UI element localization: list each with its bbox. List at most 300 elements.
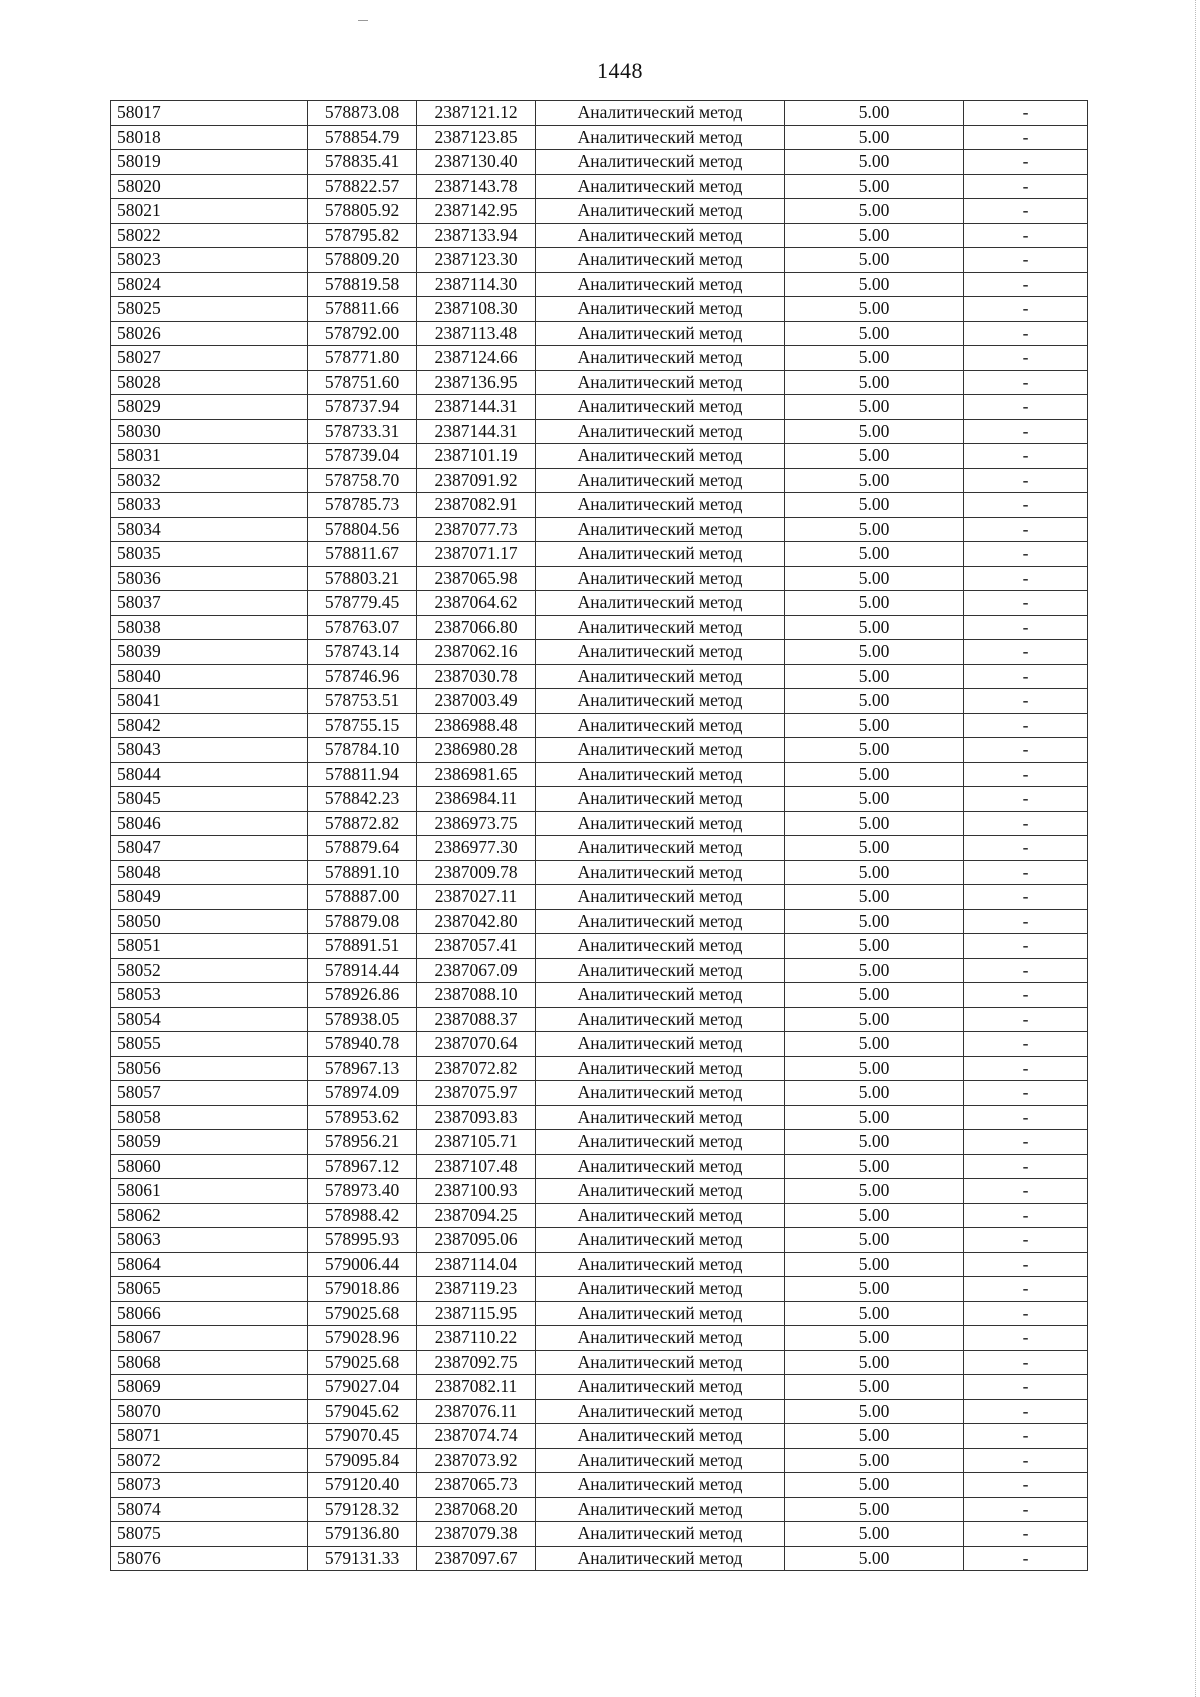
note-cell: - — [964, 713, 1088, 738]
note-cell: - — [964, 419, 1088, 444]
point-id-cell: 58072 — [111, 1448, 308, 1473]
point-id-cell: 58043 — [111, 738, 308, 763]
note-cell: - — [964, 1032, 1088, 1057]
error-cell: 5.00 — [785, 125, 964, 150]
table-row — [111, 1228, 1088, 1253]
point-id-cell: 58062 — [111, 1203, 308, 1228]
x-coordinate-cell: 578763.07 — [308, 615, 417, 640]
y-coordinate-cell: 2387095.06 — [417, 1228, 536, 1253]
table-row — [111, 1375, 1088, 1400]
method-cell: Аналитический метод — [536, 1326, 785, 1351]
point-id-cell: 58019 — [111, 150, 308, 175]
x-coordinate-cell: 578835.41 — [308, 150, 417, 175]
x-coordinate-cell: 578755.15 — [308, 713, 417, 738]
x-coordinate-cell: 579006.44 — [308, 1252, 417, 1277]
note-cell: - — [964, 762, 1088, 787]
note-cell: - — [964, 468, 1088, 493]
x-coordinate-cell: 579018.86 — [308, 1277, 417, 1302]
method-cell: Аналитический метод — [536, 664, 785, 689]
x-coordinate-cell: 578758.70 — [308, 468, 417, 493]
method-cell: Аналитический метод — [536, 1105, 785, 1130]
note-cell: - — [964, 1007, 1088, 1032]
table-row — [111, 640, 1088, 665]
note-cell: - — [964, 566, 1088, 591]
y-coordinate-cell: 2387097.67 — [417, 1546, 536, 1571]
point-id-cell: 58026 — [111, 321, 308, 346]
x-coordinate-cell: 578737.94 — [308, 395, 417, 420]
error-cell: 5.00 — [785, 1081, 964, 1106]
note-cell: - — [964, 493, 1088, 518]
y-coordinate-cell: 2387027.11 — [417, 885, 536, 910]
table-row — [111, 468, 1088, 493]
point-id-cell: 58065 — [111, 1277, 308, 1302]
note-cell: - — [964, 860, 1088, 885]
method-cell: Аналитический метод — [536, 1007, 785, 1032]
table-row — [111, 1497, 1088, 1522]
x-coordinate-cell: 578956.21 — [308, 1130, 417, 1155]
x-coordinate-cell: 578995.93 — [308, 1228, 417, 1253]
error-cell: 5.00 — [785, 1056, 964, 1081]
x-coordinate-cell: 578988.42 — [308, 1203, 417, 1228]
table-row — [111, 909, 1088, 934]
error-cell: 5.00 — [785, 199, 964, 224]
y-coordinate-cell: 2386984.11 — [417, 787, 536, 812]
error-cell: 5.00 — [785, 444, 964, 469]
table-row — [111, 1203, 1088, 1228]
table-row — [111, 664, 1088, 689]
table-row — [111, 1546, 1088, 1571]
note-cell: - — [964, 223, 1088, 248]
x-coordinate-cell: 579120.40 — [308, 1473, 417, 1498]
point-id-cell: 58052 — [111, 958, 308, 983]
y-coordinate-cell: 2387094.25 — [417, 1203, 536, 1228]
note-cell: - — [964, 591, 1088, 616]
note-cell: - — [964, 1497, 1088, 1522]
point-id-cell: 58029 — [111, 395, 308, 420]
method-cell: Аналитический метод — [536, 248, 785, 273]
error-cell: 5.00 — [785, 1522, 964, 1547]
table-row — [111, 125, 1088, 150]
point-id-cell: 58049 — [111, 885, 308, 910]
method-cell: Аналитический метод — [536, 1032, 785, 1057]
table-row — [111, 1056, 1088, 1081]
y-coordinate-cell: 2387082.91 — [417, 493, 536, 518]
method-cell: Аналитический метод — [536, 1277, 785, 1302]
y-coordinate-cell: 2387107.48 — [417, 1154, 536, 1179]
note-cell: - — [964, 1081, 1088, 1106]
table-row — [111, 1179, 1088, 1204]
point-id-cell: 58027 — [111, 346, 308, 371]
error-cell: 5.00 — [785, 493, 964, 518]
error-cell: 5.00 — [785, 811, 964, 836]
point-id-cell: 58061 — [111, 1179, 308, 1204]
point-id-cell: 58076 — [111, 1546, 308, 1571]
note-cell: - — [964, 272, 1088, 297]
x-coordinate-cell: 578811.94 — [308, 762, 417, 787]
x-coordinate-cell: 578967.13 — [308, 1056, 417, 1081]
note-cell: - — [964, 1105, 1088, 1130]
method-cell: Аналитический метод — [536, 395, 785, 420]
method-cell: Аналитический метод — [536, 860, 785, 885]
y-coordinate-cell: 2386980.28 — [417, 738, 536, 763]
method-cell: Аналитический метод — [536, 1154, 785, 1179]
y-coordinate-cell: 2387100.93 — [417, 1179, 536, 1204]
table-row — [111, 1154, 1088, 1179]
note-cell: - — [964, 1399, 1088, 1424]
error-cell: 5.00 — [785, 958, 964, 983]
method-cell: Аналитический метод — [536, 566, 785, 591]
y-coordinate-cell: 2387114.04 — [417, 1252, 536, 1277]
x-coordinate-cell: 579136.80 — [308, 1522, 417, 1547]
x-coordinate-cell: 578792.00 — [308, 321, 417, 346]
y-coordinate-cell: 2387057.41 — [417, 934, 536, 959]
method-cell: Аналитический метод — [536, 419, 785, 444]
error-cell: 5.00 — [785, 1399, 964, 1424]
point-id-cell: 58048 — [111, 860, 308, 885]
method-cell: Аналитический метод — [536, 223, 785, 248]
x-coordinate-cell: 578891.10 — [308, 860, 417, 885]
x-coordinate-cell: 578739.04 — [308, 444, 417, 469]
table-row — [111, 738, 1088, 763]
table-row — [111, 860, 1088, 885]
error-cell: 5.00 — [785, 836, 964, 861]
method-cell: Аналитический метод — [536, 370, 785, 395]
y-coordinate-cell: 2387136.95 — [417, 370, 536, 395]
note-cell: - — [964, 370, 1088, 395]
point-id-cell: 58071 — [111, 1424, 308, 1449]
error-cell: 5.00 — [785, 787, 964, 812]
method-cell: Аналитический метод — [536, 346, 785, 371]
error-cell: 5.00 — [785, 517, 964, 542]
point-id-cell: 58025 — [111, 297, 308, 322]
y-coordinate-cell: 2387130.40 — [417, 150, 536, 175]
table-row — [111, 174, 1088, 199]
y-coordinate-cell: 2387009.78 — [417, 860, 536, 885]
point-id-cell: 58034 — [111, 517, 308, 542]
y-coordinate-cell: 2387065.73 — [417, 1473, 536, 1498]
table-row — [111, 1252, 1088, 1277]
point-id-cell: 58021 — [111, 199, 308, 224]
point-id-cell: 58056 — [111, 1056, 308, 1081]
method-cell: Аналитический метод — [536, 762, 785, 787]
x-coordinate-cell: 579070.45 — [308, 1424, 417, 1449]
error-cell: 5.00 — [785, 689, 964, 714]
error-cell: 5.00 — [785, 150, 964, 175]
y-coordinate-cell: 2387066.80 — [417, 615, 536, 640]
table-row — [111, 1399, 1088, 1424]
error-cell: 5.00 — [785, 272, 964, 297]
error-cell: 5.00 — [785, 1326, 964, 1351]
method-cell: Аналитический метод — [536, 934, 785, 959]
y-coordinate-cell: 2387091.92 — [417, 468, 536, 493]
y-coordinate-cell: 2387065.98 — [417, 566, 536, 591]
table-row — [111, 934, 1088, 959]
table-row — [111, 713, 1088, 738]
x-coordinate-cell: 579128.32 — [308, 1497, 417, 1522]
method-cell: Аналитический метод — [536, 1448, 785, 1473]
note-cell: - — [964, 346, 1088, 371]
point-id-cell: 58057 — [111, 1081, 308, 1106]
x-coordinate-cell: 578784.10 — [308, 738, 417, 763]
coordinates-table — [110, 100, 1088, 1571]
error-cell: 5.00 — [785, 1350, 964, 1375]
x-coordinate-cell: 578805.92 — [308, 199, 417, 224]
method-cell: Аналитический метод — [536, 1081, 785, 1106]
note-cell: - — [964, 909, 1088, 934]
note-cell: - — [964, 1326, 1088, 1351]
y-coordinate-cell: 2387070.64 — [417, 1032, 536, 1057]
note-cell: - — [964, 787, 1088, 812]
y-coordinate-cell: 2387075.97 — [417, 1081, 536, 1106]
method-cell: Аналитический метод — [536, 101, 785, 126]
x-coordinate-cell: 578914.44 — [308, 958, 417, 983]
point-id-cell: 58054 — [111, 1007, 308, 1032]
point-id-cell: 58059 — [111, 1130, 308, 1155]
method-cell: Аналитический метод — [536, 542, 785, 567]
method-cell: Аналитический метод — [536, 1399, 785, 1424]
note-cell: - — [964, 811, 1088, 836]
error-cell: 5.00 — [785, 1228, 964, 1253]
note-cell: - — [964, 248, 1088, 273]
y-coordinate-cell: 2387114.30 — [417, 272, 536, 297]
point-id-cell: 58045 — [111, 787, 308, 812]
y-coordinate-cell: 2387121.12 — [417, 101, 536, 126]
point-id-cell: 58042 — [111, 713, 308, 738]
x-coordinate-cell: 578785.73 — [308, 493, 417, 518]
method-cell: Аналитический метод — [536, 517, 785, 542]
table-row — [111, 1350, 1088, 1375]
x-coordinate-cell: 578938.05 — [308, 1007, 417, 1032]
point-id-cell: 58070 — [111, 1399, 308, 1424]
point-id-cell: 58028 — [111, 370, 308, 395]
point-id-cell: 58040 — [111, 664, 308, 689]
y-coordinate-cell: 2387088.37 — [417, 1007, 536, 1032]
point-id-cell: 58055 — [111, 1032, 308, 1057]
method-cell: Аналитический метод — [536, 640, 785, 665]
point-id-cell: 58066 — [111, 1301, 308, 1326]
error-cell: 5.00 — [785, 860, 964, 885]
x-coordinate-cell: 579095.84 — [308, 1448, 417, 1473]
method-cell: Аналитический метод — [536, 713, 785, 738]
x-coordinate-cell: 578753.51 — [308, 689, 417, 714]
error-cell: 5.00 — [785, 370, 964, 395]
error-cell: 5.00 — [785, 1301, 964, 1326]
note-cell: - — [964, 1546, 1088, 1571]
table-row — [111, 370, 1088, 395]
y-coordinate-cell: 2387073.92 — [417, 1448, 536, 1473]
table-row — [111, 272, 1088, 297]
note-cell: - — [964, 1228, 1088, 1253]
table-row — [111, 1522, 1088, 1547]
note-cell: - — [964, 1301, 1088, 1326]
method-cell: Аналитический метод — [536, 272, 785, 297]
note-cell: - — [964, 125, 1088, 150]
point-id-cell: 58067 — [111, 1326, 308, 1351]
table-row — [111, 395, 1088, 420]
x-coordinate-cell: 578771.80 — [308, 346, 417, 371]
table-body — [111, 101, 1088, 1571]
x-coordinate-cell: 578842.23 — [308, 787, 417, 812]
y-coordinate-cell: 2387108.30 — [417, 297, 536, 322]
table-row — [111, 983, 1088, 1008]
method-cell: Аналитический метод — [536, 321, 785, 346]
x-coordinate-cell: 578872.82 — [308, 811, 417, 836]
table-row — [111, 1424, 1088, 1449]
table-row — [111, 1130, 1088, 1155]
point-id-cell: 58018 — [111, 125, 308, 150]
table-row — [111, 885, 1088, 910]
point-id-cell: 58017 — [111, 101, 308, 126]
table-row — [111, 958, 1088, 983]
note-cell: - — [964, 1130, 1088, 1155]
x-coordinate-cell: 578795.82 — [308, 223, 417, 248]
note-cell: - — [964, 983, 1088, 1008]
error-cell: 5.00 — [785, 615, 964, 640]
y-coordinate-cell: 2387142.95 — [417, 199, 536, 224]
y-coordinate-cell: 2387074.74 — [417, 1424, 536, 1449]
table-row — [111, 1326, 1088, 1351]
table-row — [111, 1301, 1088, 1326]
point-id-cell: 58075 — [111, 1522, 308, 1547]
point-id-cell: 58051 — [111, 934, 308, 959]
method-cell: Аналитический метод — [536, 615, 785, 640]
x-coordinate-cell: 578891.51 — [308, 934, 417, 959]
table-row — [111, 542, 1088, 567]
point-id-cell: 58030 — [111, 419, 308, 444]
error-cell: 5.00 — [785, 566, 964, 591]
method-cell: Аналитический метод — [536, 444, 785, 469]
point-id-cell: 58035 — [111, 542, 308, 567]
error-cell: 5.00 — [785, 640, 964, 665]
method-cell: Аналитический метод — [536, 1522, 785, 1547]
error-cell: 5.00 — [785, 1473, 964, 1498]
y-coordinate-cell: 2387143.78 — [417, 174, 536, 199]
x-coordinate-cell: 579028.96 — [308, 1326, 417, 1351]
method-cell: Аналитический метод — [536, 1375, 785, 1400]
scan-edge-line — [1194, 0, 1196, 1697]
method-cell: Аналитический метод — [536, 1179, 785, 1204]
x-coordinate-cell: 578779.45 — [308, 591, 417, 616]
point-id-cell: 58041 — [111, 689, 308, 714]
table-row — [111, 762, 1088, 787]
y-coordinate-cell: 2387077.73 — [417, 517, 536, 542]
error-cell: 5.00 — [785, 223, 964, 248]
error-cell: 5.00 — [785, 885, 964, 910]
method-cell: Аналитический метод — [536, 1203, 785, 1228]
note-cell: - — [964, 1252, 1088, 1277]
point-id-cell: 58068 — [111, 1350, 308, 1375]
y-coordinate-cell: 2387068.20 — [417, 1497, 536, 1522]
method-cell: Аналитический метод — [536, 1546, 785, 1571]
method-cell: Аналитический метод — [536, 1130, 785, 1155]
x-coordinate-cell: 578822.57 — [308, 174, 417, 199]
method-cell: Аналитический метод — [536, 199, 785, 224]
note-cell: - — [964, 1056, 1088, 1081]
x-coordinate-cell: 578746.96 — [308, 664, 417, 689]
note-cell: - — [964, 1424, 1088, 1449]
y-coordinate-cell: 2387105.71 — [417, 1130, 536, 1155]
table-row — [111, 493, 1088, 518]
note-cell: - — [964, 1277, 1088, 1302]
y-coordinate-cell: 2387115.95 — [417, 1301, 536, 1326]
table-row — [111, 1448, 1088, 1473]
error-cell: 5.00 — [785, 321, 964, 346]
method-cell: Аналитический метод — [536, 958, 785, 983]
y-coordinate-cell: 2387093.83 — [417, 1105, 536, 1130]
x-coordinate-cell: 578974.09 — [308, 1081, 417, 1106]
x-coordinate-cell: 579045.62 — [308, 1399, 417, 1424]
point-id-cell: 58073 — [111, 1473, 308, 1498]
point-id-cell: 58024 — [111, 272, 308, 297]
point-id-cell: 58058 — [111, 1105, 308, 1130]
y-coordinate-cell: 2387042.80 — [417, 909, 536, 934]
error-cell: 5.00 — [785, 664, 964, 689]
note-cell: - — [964, 150, 1088, 175]
point-id-cell: 58031 — [111, 444, 308, 469]
table-row — [111, 689, 1088, 714]
note-cell: - — [964, 321, 1088, 346]
point-id-cell: 58050 — [111, 909, 308, 934]
method-cell: Аналитический метод — [536, 150, 785, 175]
note-cell: - — [964, 1522, 1088, 1547]
x-coordinate-cell: 578873.08 — [308, 101, 417, 126]
error-cell: 5.00 — [785, 346, 964, 371]
error-cell: 5.00 — [785, 738, 964, 763]
method-cell: Аналитический метод — [536, 836, 785, 861]
table-row — [111, 836, 1088, 861]
error-cell: 5.00 — [785, 1375, 964, 1400]
method-cell: Аналитический метод — [536, 811, 785, 836]
note-cell: - — [964, 615, 1088, 640]
method-cell: Аналитический метод — [536, 1228, 785, 1253]
point-id-cell: 58060 — [111, 1154, 308, 1179]
y-coordinate-cell: 2387124.66 — [417, 346, 536, 371]
note-cell: - — [964, 689, 1088, 714]
x-coordinate-cell: 578973.40 — [308, 1179, 417, 1204]
error-cell: 5.00 — [785, 542, 964, 567]
note-cell: - — [964, 444, 1088, 469]
y-coordinate-cell: 2387092.75 — [417, 1350, 536, 1375]
note-cell: - — [964, 738, 1088, 763]
error-cell: 5.00 — [785, 1448, 964, 1473]
y-coordinate-cell: 2387123.85 — [417, 125, 536, 150]
method-cell: Аналитический метод — [536, 1473, 785, 1498]
note-cell: - — [964, 934, 1088, 959]
table-row — [111, 346, 1088, 371]
error-cell: 5.00 — [785, 395, 964, 420]
point-id-cell: 58063 — [111, 1228, 308, 1253]
x-coordinate-cell: 578751.60 — [308, 370, 417, 395]
point-id-cell: 58022 — [111, 223, 308, 248]
note-cell: - — [964, 1350, 1088, 1375]
x-coordinate-cell: 579025.68 — [308, 1350, 417, 1375]
point-id-cell: 58074 — [111, 1497, 308, 1522]
point-id-cell: 58033 — [111, 493, 308, 518]
note-cell: - — [964, 1179, 1088, 1204]
x-coordinate-cell: 579025.68 — [308, 1301, 417, 1326]
error-cell: 5.00 — [785, 1252, 964, 1277]
error-cell: 5.00 — [785, 762, 964, 787]
error-cell: 5.00 — [785, 1179, 964, 1204]
method-cell: Аналитический метод — [536, 174, 785, 199]
y-coordinate-cell: 2387101.19 — [417, 444, 536, 469]
point-id-cell: 58037 — [111, 591, 308, 616]
point-id-cell: 58069 — [111, 1375, 308, 1400]
y-coordinate-cell: 2387088.10 — [417, 983, 536, 1008]
table-row — [111, 150, 1088, 175]
method-cell: Аналитический метод — [536, 885, 785, 910]
error-cell: 5.00 — [785, 1032, 964, 1057]
